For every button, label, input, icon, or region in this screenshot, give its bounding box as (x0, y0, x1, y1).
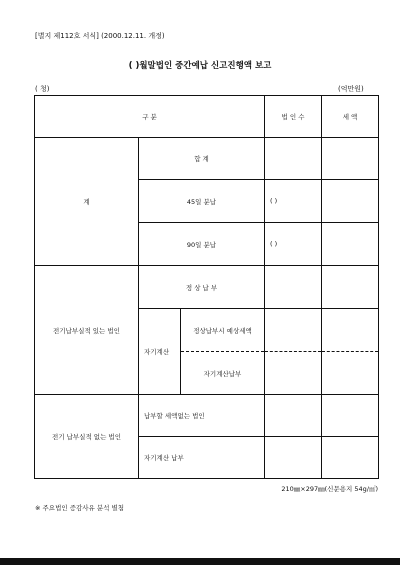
total-sum-label: 합 계 (139, 138, 265, 180)
self-calc-pay-tax-cell (322, 352, 379, 395)
header-corp-count: 법 인 수 (265, 96, 322, 138)
unit-label: (억만원) (338, 85, 364, 93)
total-90-tax-cell (322, 223, 379, 266)
total-45-label: 45일 분납 (139, 180, 265, 223)
table-row (35, 395, 379, 437)
total-45-corp-cell: ( ) (265, 180, 322, 223)
table-header-row (35, 96, 379, 138)
normal-pay-corp-cell (265, 266, 322, 309)
total-sum-corp-cell (265, 138, 322, 180)
total-90-label: 90일 분납 (139, 223, 265, 266)
self-calc-pay2-label: 자기계산 납부 (139, 437, 265, 479)
self-calc-pay2-tax-cell (322, 437, 379, 479)
normal-expected-corp-cell (265, 309, 322, 352)
table-row (35, 138, 379, 180)
total-group-label: 계 (35, 138, 139, 266)
document-title: ( )월말법인 중간예납 신고진행액 보고 (128, 61, 272, 71)
office-label: ( 청) (35, 85, 50, 93)
self-calc-pay-label: 자기계산납부 (181, 352, 265, 395)
footnote: ※ 주요법인 증감사유 분석 별첨 (35, 504, 125, 512)
header-tax-amount: 세 액 (322, 96, 379, 138)
self-calc-pay-corp-cell (265, 352, 322, 395)
self-calc-label: 자기계산 (139, 309, 181, 395)
no-tax-corp-tax-cell (322, 395, 379, 437)
table-row (35, 266, 379, 309)
normal-expected-label: 정상납부시 예상세액 (181, 309, 265, 352)
self-calc-pay2-corp-cell (265, 437, 322, 479)
form-header: [별지 제112호 서식] (2000.12.11. 개정) (35, 32, 165, 40)
normal-pay-tax-cell (322, 266, 379, 309)
total-90-corp-cell: ( ) (265, 223, 322, 266)
bottom-bar (0, 558, 400, 565)
normal-expected-tax-cell (322, 309, 379, 352)
paper-size-note: 210㎜×297㎜(신문용지 54g/㎡) (281, 485, 378, 493)
normal-pay-label: 정 상 납 부 (139, 266, 265, 309)
prior-group-label: 전기납부실적 있는 법인 (35, 266, 139, 395)
header-category: 구 분 (35, 96, 265, 138)
no-prior-group-label: 전기 납부실적 없는 법인 (35, 395, 139, 479)
no-tax-corp-corp-cell (265, 395, 322, 437)
no-tax-corp-label: 납부할 세액없는 법인 (139, 395, 265, 437)
total-sum-tax-cell (322, 138, 379, 180)
report-table (34, 95, 379, 479)
total-45-tax-cell (322, 180, 379, 223)
